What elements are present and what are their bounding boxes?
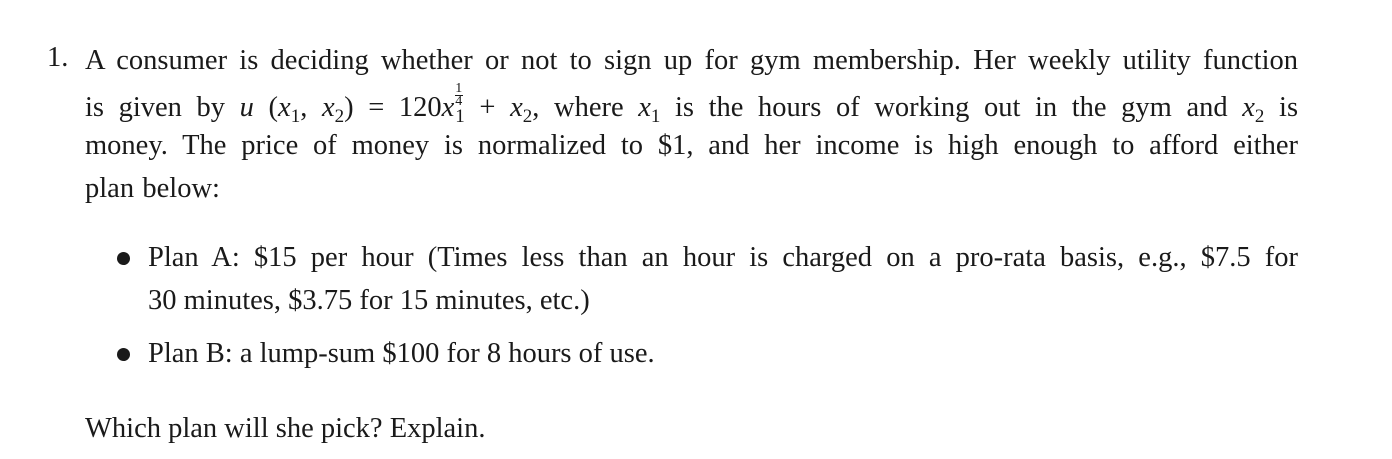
intro-text-hours: is the hours of working out in the gym and [675,91,1228,123]
exponent-denominator: 4 [455,93,463,109]
question-text: Which plan will she pick? Explain. [85,413,486,444]
intro-line-2 [85,83,1298,126]
var-x2-term: x [510,91,523,123]
plan-list [117,237,1298,376]
var-x2: x [321,91,335,123]
utility-symbol: u [239,91,254,123]
var-x1: x [278,91,291,123]
intro-line-3: money. The price of money is normalized to $1, and her income is high enough to afford either [85,130,1298,162]
plan-a-line-2: 30 minutes, $3.75 for 15 minutes, etc.) [148,284,590,316]
intro-text-is: is [1279,91,1298,123]
bullet-icon [117,252,130,265]
sub-1-power: 1 [455,105,465,126]
sub-1: 1 [290,105,301,126]
args-close: ) [344,91,354,123]
plan-a-line-1: Plan A: $15 per hour (Times less than an hour is charged on a pro-rata basis, e.g., $7.5 for [148,242,1298,273]
intro-line-4: plan below: [85,172,220,204]
bullet-icon [117,348,130,361]
args-open: ( [253,91,279,123]
sub-2-term: 2 [522,105,533,126]
coefficient: 120 [398,91,442,123]
plan-b-line-1: Plan B: a lump-sum $100 for 8 hours of use. [148,338,655,369]
sub-2-def: 2 [1254,105,1265,126]
intro-line-1: A consumer is deciding whether or not to sign up for gym membership. Her weekly utility function [85,45,1298,76]
exponent-numerator: 1 [455,82,463,96]
equals-sign: = [353,91,399,123]
problem-number: 1. [47,42,69,73]
problem-intro [85,40,1298,210]
var-x1-power: x [441,91,455,123]
exponent-fraction [455,83,463,108]
comma: , [300,91,322,123]
plus-sign: + [464,91,511,123]
sub-2: 2 [334,105,345,126]
plan-b-item [117,333,1298,376]
intro-text-given-by: is given by [85,91,226,123]
intro-text-where: , where [532,91,624,123]
utility-function [239,82,533,126]
sub-1-def: 1 [650,105,661,126]
var-x1-def: x [638,91,651,123]
plan-a-item [117,237,1298,322]
var-x2-def: x [1242,91,1255,123]
